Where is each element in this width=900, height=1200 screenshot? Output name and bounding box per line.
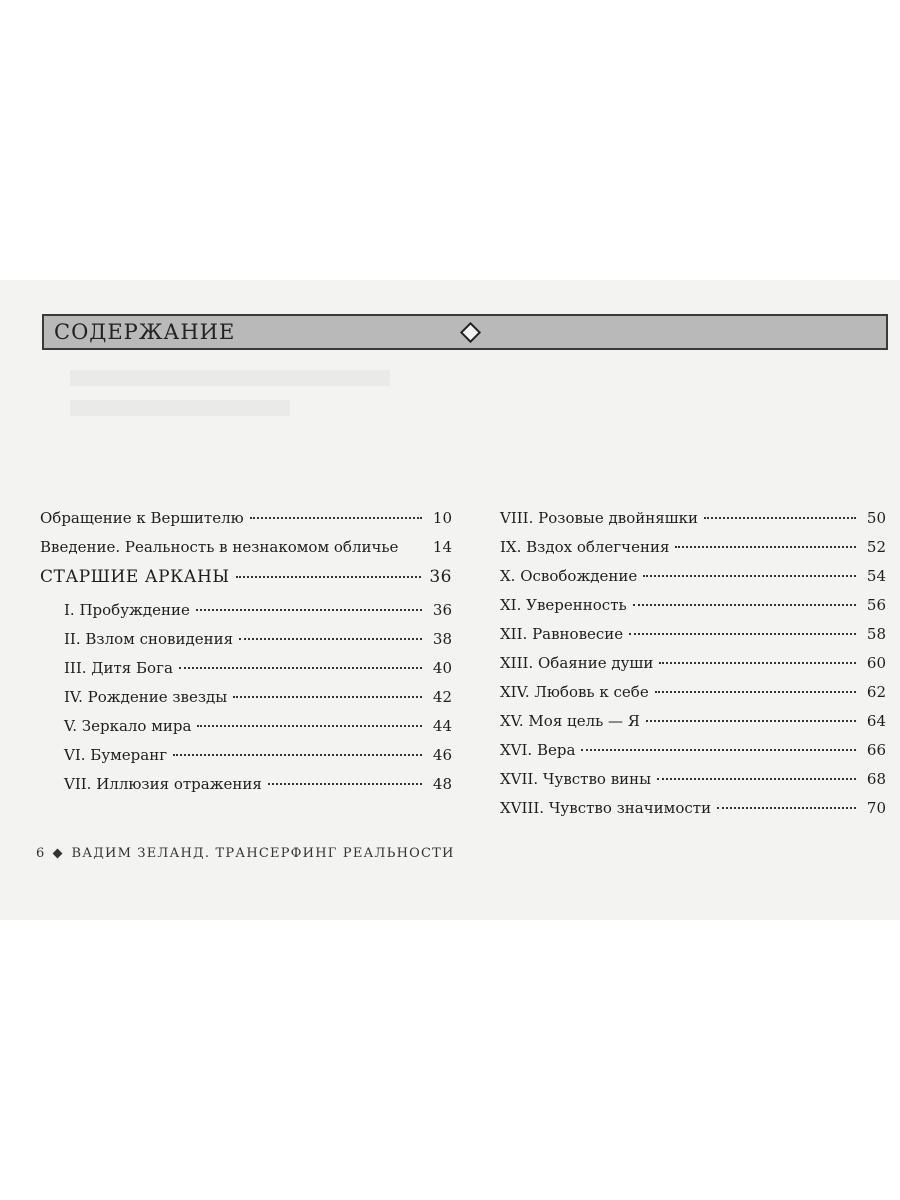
toc-entry[interactable] — [500, 683, 886, 712]
toc-entry-page: 70 — [866, 799, 886, 817]
toc-entry[interactable] — [500, 799, 886, 828]
contents-title: СОДЕРЖАНИЕ — [54, 320, 236, 344]
toc-entry-page: 54 — [866, 567, 886, 585]
toc-entry[interactable] — [500, 654, 886, 683]
show-through-shadow — [70, 400, 290, 416]
dot-leader — [196, 609, 422, 611]
toc-entry-title: VII. Иллюзия отражения — [64, 775, 262, 793]
toc-entry-page: 58 — [866, 625, 886, 643]
toc-entry-page: 40 — [432, 659, 452, 677]
toc-entry-title: XVIII. Чувство значимости — [500, 799, 712, 817]
toc-entry[interactable] — [40, 746, 452, 775]
toc-entry-title: IV. Рождение звезды — [64, 688, 228, 706]
toc-entry-page: 36 — [432, 601, 452, 619]
toc-entry-title: XV. Моя цель — Я — [500, 712, 640, 730]
dot-leader — [197, 725, 422, 727]
toc-left-column — [40, 509, 452, 804]
show-through-shadow — [70, 370, 390, 386]
toc-entry-page: 36 — [429, 567, 452, 587]
toc-entry[interactable] — [500, 625, 886, 654]
toc-entry[interactable] — [40, 717, 452, 746]
toc-entry-page: 66 — [866, 741, 886, 759]
dot-leader — [581, 749, 856, 751]
toc-entry-page: 50 — [866, 509, 886, 527]
toc-entry-title: СТАРШИЕ АРКАНЫ — [40, 567, 230, 587]
toc-entry-page: 38 — [432, 630, 452, 648]
toc-entry-title: IX. Вздох облегчения — [500, 538, 670, 556]
toc-entry-page: 64 — [866, 712, 886, 730]
toc-entry-page: 14 — [432, 538, 452, 556]
dot-leader — [233, 696, 422, 698]
toc-entry-page: 60 — [866, 654, 886, 672]
page-number: 6 — [36, 846, 46, 861]
toc-entry[interactable] — [40, 775, 452, 804]
toc-entry-title: II. Взлом сновидения — [64, 630, 234, 648]
dot-leader — [657, 778, 856, 780]
contents-header-bar — [42, 314, 888, 350]
toc-entry[interactable] — [40, 659, 452, 688]
dot-leader — [675, 546, 856, 548]
toc-entry[interactable] — [500, 712, 886, 741]
toc-entry-title: V. Зеркало мира — [64, 717, 192, 735]
toc-entry-title: XIV. Любовь к себе — [500, 683, 649, 701]
toc-entry-title: XVII. Чувство вины — [500, 770, 652, 788]
toc-entry-page: 48 — [432, 775, 452, 793]
dot-leader — [268, 783, 422, 785]
page-footer — [36, 846, 455, 861]
dot-leader — [404, 546, 422, 548]
dot-leader — [704, 517, 856, 519]
dot-leader — [629, 633, 856, 635]
dot-leader — [659, 662, 856, 664]
toc-entry-title: III. Дитя Бога — [64, 659, 173, 677]
book-page — [0, 280, 900, 920]
toc-entry-page: 10 — [432, 509, 452, 527]
toc-entry-title: XIII. Обаяние души — [500, 654, 654, 672]
dot-leader — [655, 691, 856, 693]
diamond-icon — [460, 322, 481, 343]
dot-leader — [236, 576, 422, 578]
toc-entry-title: XVI. Вера — [500, 741, 576, 759]
toc-entry[interactable] — [40, 538, 452, 567]
diamond-icon — [53, 849, 63, 859]
toc-entry-page: 62 — [866, 683, 886, 701]
dot-leader — [633, 604, 856, 606]
toc-entry[interactable] — [500, 567, 886, 596]
dot-leader — [646, 720, 856, 722]
toc-section-heading[interactable] — [40, 567, 452, 601]
dot-leader — [179, 667, 422, 669]
toc-entry-title: I. Пробуждение — [64, 601, 190, 619]
toc-entry[interactable] — [500, 770, 886, 799]
toc-entry-page: 46 — [432, 746, 452, 764]
toc-entry-page: 68 — [866, 770, 886, 788]
toc-entry[interactable] — [40, 688, 452, 717]
toc-right-column — [500, 509, 886, 828]
toc-entry[interactable] — [500, 741, 886, 770]
toc-entry[interactable] — [500, 596, 886, 625]
toc-entry-page: 52 — [866, 538, 886, 556]
toc-entry-title: Обращение к Вершителю — [40, 509, 244, 527]
toc-entry[interactable] — [500, 538, 886, 567]
toc-entry-title: VI. Бумеранг — [64, 746, 168, 764]
dot-leader — [173, 754, 422, 756]
toc-entry[interactable] — [40, 630, 452, 659]
dot-leader — [250, 517, 422, 519]
toc-entry-title: XI. Уверенность — [500, 596, 627, 614]
toc-entry[interactable] — [500, 509, 886, 538]
toc-entry-title: Введение. Реальность в незнакомом обличье — [40, 538, 399, 556]
toc-entry-page: 44 — [432, 717, 452, 735]
toc-entry-page: 56 — [866, 596, 886, 614]
toc-entry-title: VIII. Розовые двойняшки — [500, 509, 698, 527]
toc-entry-title: XII. Равновесие — [500, 625, 624, 643]
toc-entry-title: X. Освобождение — [500, 567, 638, 585]
dot-leader — [717, 807, 856, 809]
dot-leader — [643, 575, 856, 577]
dot-leader — [239, 638, 422, 640]
running-head: ВАДИМ ЗЕЛАНД. ТРАНСЕРФИНГ РЕАЛЬНОСТИ — [71, 846, 455, 861]
toc-entry[interactable] — [40, 601, 452, 630]
toc-entry-page: 42 — [432, 688, 452, 706]
toc-entry[interactable] — [40, 509, 452, 538]
